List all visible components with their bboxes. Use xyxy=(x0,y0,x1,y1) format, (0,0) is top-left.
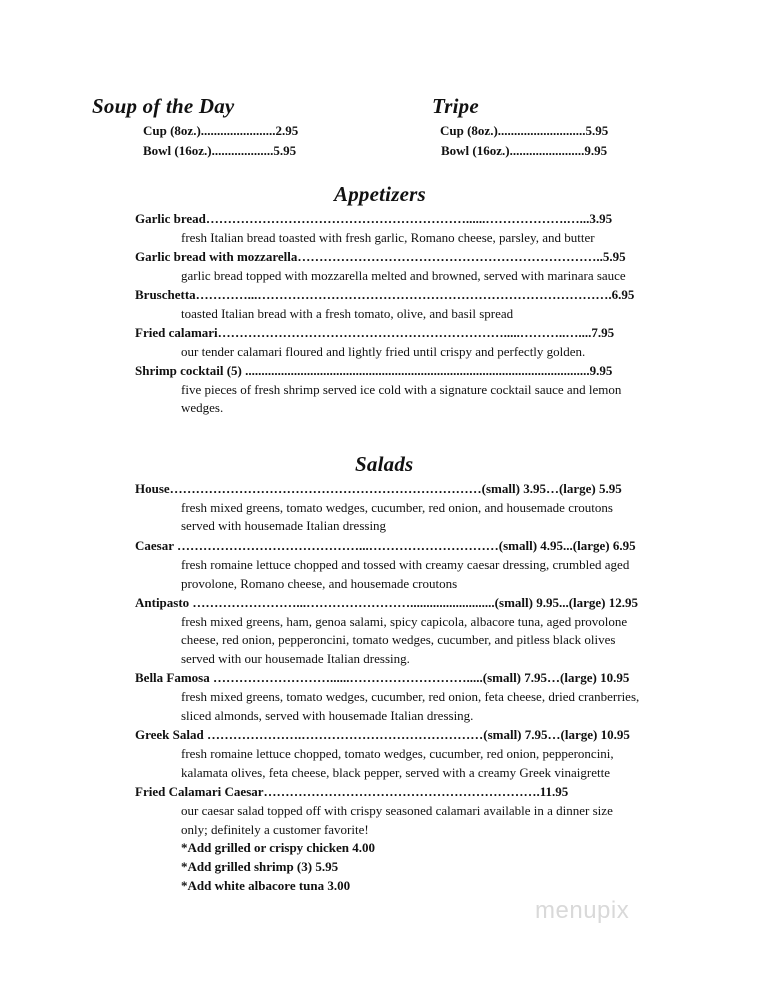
item-description: fresh mixed greens, ham, genoa salami, spicy capicola, albacore tuna, aged provolone xyxy=(181,614,628,629)
item-description: fresh romaine lettuce chopped and tossed with creamy caesar dressing, crumbled aged xyxy=(181,557,630,572)
menu-item-house-salad: House………………………………………………………………(small) 3.95…(large) 5.95 xyxy=(135,481,622,496)
item-description: served with our housemade Italian dressing. xyxy=(181,651,410,666)
menu-item-fried-calamari-caesar: Fried Calamari Caesar……………………………………………………….11.95 xyxy=(135,784,569,799)
item-description: served with housemade Italian dressing xyxy=(181,518,387,533)
item-description: wedges. xyxy=(181,400,224,415)
menu-item-caesar-salad: Caesar ……………………………………...…………………………(small) 4.95...(large) 6.95 xyxy=(135,538,636,553)
item-description: five pieces of fresh shrimp served ice cold with a signature cocktail sauce and lemon xyxy=(181,382,622,397)
soup-bowl-price: Bowl (16oz.)...................5.95 xyxy=(143,143,297,158)
item-description: sliced almonds, served with housemade Italian dressing. xyxy=(181,708,474,723)
addon-tuna: *Add white albacore tuna 3.00 xyxy=(181,878,351,893)
addon-shrimp: *Add grilled shrimp (3) 5.95 xyxy=(181,859,339,874)
menu-item-garlic-bread-mozzarella: Garlic bread with mozzarella……………………………………………………………..5.95 xyxy=(135,249,626,264)
salads-heading: Salads xyxy=(355,452,414,476)
menu-item-bruschetta: Bruschetta…………...……………………………………………………………………….6.95 xyxy=(135,287,635,302)
item-description: fresh Italian bread toasted with fresh garlic, Romano cheese, parsley, and butter xyxy=(181,230,595,245)
item-description: provolone, Romano cheese, and housemade croutons xyxy=(181,576,458,591)
menupix-watermark: menupix xyxy=(535,897,630,924)
menu-item-greek-salad: Greek Salad ………………….……………………………………(small) 7.95…(large) 10.95 xyxy=(135,727,630,742)
item-description: toasted Italian bread with a fresh tomato, olive, and basil spread xyxy=(181,306,514,321)
menu-item-fried-calamari: Fried calamari………………………………………………………….....………..…....7.95 xyxy=(135,325,615,340)
item-description: fresh romaine lettuce chopped, tomato wedges, cucumber, red onion, pepperoncini, xyxy=(181,746,614,761)
item-description: our tender calamari floured and lightly fried until crispy and perfectly golden. xyxy=(181,344,586,359)
tripe-heading: Tripe xyxy=(432,94,479,118)
item-description: only; definitely a customer favorite! xyxy=(181,822,369,837)
item-description: kalamata olives, feta cheese, black pepper, served with a creamy Greek vinaigrette xyxy=(181,765,610,780)
item-description: fresh mixed greens, tomato wedges, cucumber, red onion, and housemade croutons xyxy=(181,500,613,515)
tripe-bowl-price: Bowl (16oz.).......................9.95 xyxy=(441,143,608,158)
soup-of-the-day-heading: Soup of the Day xyxy=(92,94,235,118)
item-description: fresh mixed greens, tomato wedges, cucumber, red onion, feta cheese, dried cranberries, xyxy=(181,689,640,704)
item-description: our caesar salad topped off with crispy seasoned calamari available in a dinner size xyxy=(181,803,613,818)
item-description: cheese, red onion, pepperoncini, tomato wedges, cucumber, and pitless black olives xyxy=(181,632,616,647)
addon-chicken: *Add grilled or crispy chicken 4.00 xyxy=(181,840,376,855)
menu-item-garlic-bread: Garlic bread……………………………………………………......……………….…...3.95 xyxy=(135,211,613,226)
menu-item-antipasto: Antipasto ……………………...……………………..........................(small) 9.95...(large) 12.95 xyxy=(135,595,639,610)
soup-cup-price: Cup (8oz.).......................2.95 xyxy=(143,123,299,138)
menu-item-shrimp-cocktail: Shrimp cocktail (5) ..........................................................................................................9.95 xyxy=(135,363,613,378)
menu-item-bella-famosa: Bella Famosa ………………………......……………………….....(small) 7.95…(large) 10.95 xyxy=(135,670,630,685)
appetizers-heading: Appetizers xyxy=(334,182,426,206)
item-description: garlic bread topped with mozzarella melted and browned, served with marinara sauce xyxy=(181,268,626,283)
tripe-cup-price: Cup (8oz.)...........................5.95 xyxy=(440,123,609,138)
